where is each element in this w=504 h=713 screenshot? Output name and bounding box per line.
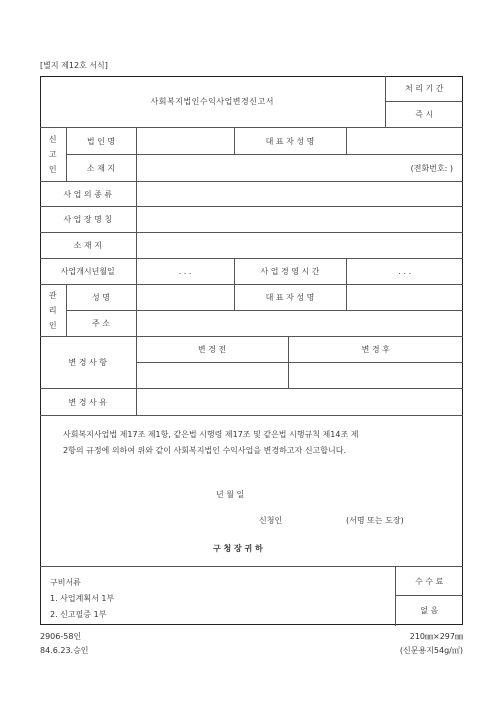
corp-name-field[interactable] [136, 128, 234, 155]
applicant-rep-name-field[interactable] [346, 128, 463, 155]
changes-block [40, 336, 463, 416]
applicant-address-field[interactable] [136, 155, 463, 182]
attachments-title: 구비서류 [50, 578, 81, 587]
manager-name-label: 성 명 [66, 285, 136, 311]
after-header: 변 경 후 [288, 337, 463, 363]
sign-line[interactable] [301, 521, 341, 522]
statement-text [63, 427, 453, 459]
change-reason-field[interactable] [136, 389, 463, 416]
footer-approval-number: 2906-58인 [40, 632, 82, 641]
manager-address-label: 주 소 [66, 311, 136, 337]
before-header: 변 경 전 [136, 337, 288, 363]
business-place-label: 사 업 장 명 칭 [40, 207, 136, 233]
form-label: [별지 제12호 서식] [40, 61, 108, 70]
attachments-block [40, 566, 463, 626]
title-block [40, 76, 463, 128]
manager-name-field[interactable] [136, 285, 234, 311]
business-type-label: 사 업 의 종 류 [40, 182, 136, 207]
fee-label: 수 수 료 [395, 567, 463, 596]
attachments-cell [40, 567, 395, 626]
applicant-sign-label: 신청인 [259, 516, 283, 525]
sign-note: (서명 또는 도장) [346, 516, 404, 525]
manager-block [40, 284, 463, 337]
manager-address-field[interactable] [136, 311, 463, 337]
applicant-block [40, 127, 463, 182]
start-date-field[interactable]: . . . [136, 259, 234, 285]
form-frame [40, 76, 463, 625]
start-date-label: 사업개시년월일 [40, 259, 136, 285]
business-block [40, 181, 463, 285]
manager-char-3: 인 [48, 321, 57, 330]
manager-group-label [40, 285, 66, 337]
processing-period-label: 처 리 기 간 [385, 76, 463, 101]
location-field[interactable] [136, 233, 463, 259]
recipient: 구 청 장 귀 하 [213, 544, 263, 553]
statement-line-2: 2항의 규정에 의하여 위와 같이 사회복지법인 수익사업을 변경하고자 신고합니다. [63, 446, 346, 455]
applicant-rep-name-label: 대 표 자 성 명 [234, 128, 346, 155]
period-field[interactable]: . . . [346, 259, 463, 285]
footer-paper-size: 210㎜×297㎜ [409, 632, 463, 641]
applicant-address-label: 소 재 지 [66, 155, 136, 182]
before-field[interactable] [136, 363, 288, 389]
change-items-label: 변 경 사 항 [40, 337, 136, 389]
change-reason-label: 변 경 사 유 [40, 389, 136, 416]
applicant-group-label [40, 128, 66, 182]
applicant-char-1: 신 [48, 135, 57, 144]
footer-approval-date: 84.6.23.승인 [40, 646, 89, 655]
statement-date: 년 월 일 [216, 490, 245, 499]
attachment-item-2: 2. 신고필증 1부 [50, 610, 107, 619]
statement-line-1: 사회복지사업법 제17조 제1항, 같은법 시행령 제17조 및 같은법 시행규칙 제14조 제 [63, 430, 359, 439]
business-place-field[interactable] [136, 207, 463, 233]
corp-name-label: 법 인 명 [66, 128, 136, 155]
period-label: 사 업 경 영 시 간 [234, 259, 346, 285]
location-label: 소 재 지 [40, 233, 136, 259]
manager-rep-name-label: 대 표 자 성 명 [234, 285, 346, 311]
fee-value: 없 음 [395, 596, 463, 626]
applicant-char-3: 인 [48, 165, 57, 174]
business-type-field[interactable] [136, 182, 463, 207]
applicant-char-2: 고 [48, 150, 57, 159]
manager-rep-name-field[interactable] [346, 285, 463, 311]
attachment-item-1: 1. 사업계획서 1부 [50, 594, 115, 603]
form-title: 사회복지법인수익사업변경신고서 [40, 76, 385, 127]
phone-label: (전화번호: ) [410, 163, 453, 173]
after-field[interactable] [288, 363, 463, 389]
manager-char-2: 리 [48, 306, 57, 315]
footer-paper-type: (신문용지54g/㎡) [399, 646, 463, 655]
manager-char-1: 관 [48, 291, 57, 300]
processing-period-value: 즉 시 [385, 101, 463, 127]
